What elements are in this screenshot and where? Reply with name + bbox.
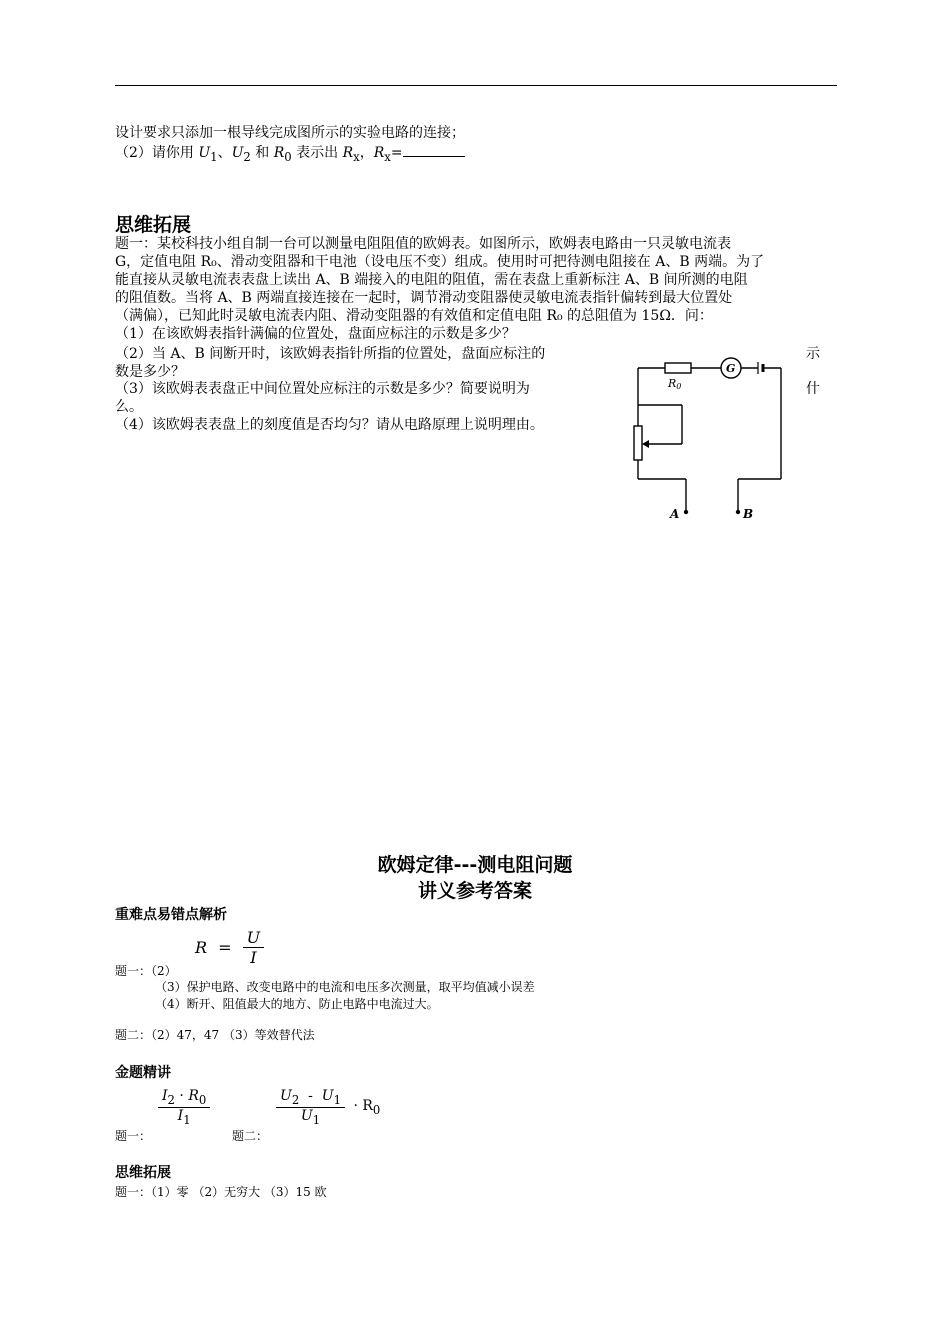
problem-paragraph-line: 能直接从灵敏电流表表盘上读出 A、B 端接入的电阻的阻值，需在表盘上重新标注 A、B 间所测的电阻 — [115, 272, 748, 288]
formula-golden-1: $\frac{I_2 \cdot R_0}{I_1}$ — [158, 1088, 210, 1127]
answers-subtitle: 讲义参考答案 — [417, 880, 532, 902]
problem-paragraph-line: G，定值电阻 R₀、滑动变阻器和干电池（设电压不变）组成。使用时可把待测电阻接在 A、B 两端。为了 — [115, 254, 765, 270]
rheostat-icon — [634, 426, 642, 460]
section-heading-extension: 思维拓展 — [115, 214, 192, 236]
label-a: A — [670, 507, 680, 521]
answer-q1-part4: （4）断开、阻值最大的地方、防止电路中电流过大。 — [155, 997, 439, 1011]
label-r0: R0 — [668, 377, 682, 391]
answer-q1-part3: （3）保护电路、改变电路中的电流和电压多次测量，取平均值减小误差 — [155, 980, 535, 994]
terminal-a-dot-icon — [684, 510, 688, 514]
header-rule — [115, 85, 837, 86]
question-1: （1）在该欧姆表指针满偏的位置处，盘面应标注的示数是多少？ — [115, 326, 516, 342]
label-g: G — [726, 362, 736, 375]
question-3-part-b: 什 — [806, 381, 820, 397]
question-3-part-c: 么。 — [115, 399, 143, 415]
problem-paragraph-line: 的阻值数。当将 A、B 两端直接连接在一起时，调节滑动变阻器使灵敏电流表指针偏转到最大位置处 — [115, 290, 733, 306]
slider-arrow-icon — [642, 440, 649, 448]
section-heading-extension-answers: 思维拓展 — [115, 1165, 171, 1181]
problem-paragraph-line: 题一：某校科技小组自制一台可以测量电阻阻值的欧姆表。如图所示，欧姆表电路由一只灵敏电流表 — [115, 236, 731, 252]
section-heading-key-points: 重难点易错点解析 — [115, 907, 227, 923]
answer-extension: 题一：（1）零 （2）无穷大 （3）15 欧 — [115, 1185, 327, 1199]
question-3-part-a: （3）该欧姆表表盘正中间位置处应标注的示数是多少？简要说明为 — [115, 381, 530, 397]
answers-title: 欧姆定律---测电阻问题 — [377, 854, 573, 876]
answer-golden-2-label: 题二： — [232, 1129, 269, 1143]
question-2-part-a: （2）当 A、B 间断开时，该欧姆表指针所指的位置处，盘面应标注的 — [115, 346, 546, 362]
question-2-line: （2）请你用 $U_1$、$U_2$ 和 $R_0$ 表示出 $R_x$，$R_x=$ — [115, 143, 465, 166]
ohmmeter-circuit-diagram — [620, 345, 800, 525]
design-requirement-text: 设计要求只添加一根导线完成图所示的实验电路的连接； — [115, 125, 465, 141]
answer-blank — [403, 143, 465, 157]
formula-golden-2: $\frac{U_2 - U_1}{U_1}$ · $R_0$ — [276, 1088, 380, 1127]
section-heading-golden: 金题精讲 — [115, 1065, 171, 1081]
resistor-r0-icon — [665, 363, 691, 373]
problem-paragraph-line: （满偏），已知此时灵敏电流表内阻、滑动变阻器的有效值和定值电阻 R₀ 的总阻值为 15Ω．问： — [115, 308, 713, 324]
terminal-b-dot-icon — [736, 510, 740, 514]
label-b: B — [743, 507, 754, 521]
question-4: （4）该欧姆表表盘上的刻度值是否均匀？请从电路原理上说明理由。 — [115, 417, 544, 433]
question-2-part-c: 数是多少？ — [115, 364, 185, 380]
formula-ohm: R = $\frac{U}{I}$ — [195, 928, 264, 967]
question-2-part-b: 示 — [806, 346, 820, 362]
answer-q1-label: 题一：（2） — [115, 964, 177, 978]
answer-golden-1-label: 题一： — [115, 1129, 152, 1143]
answer-q2: 题二：（2）47，47 （3）等效替代法 — [115, 1028, 315, 1042]
